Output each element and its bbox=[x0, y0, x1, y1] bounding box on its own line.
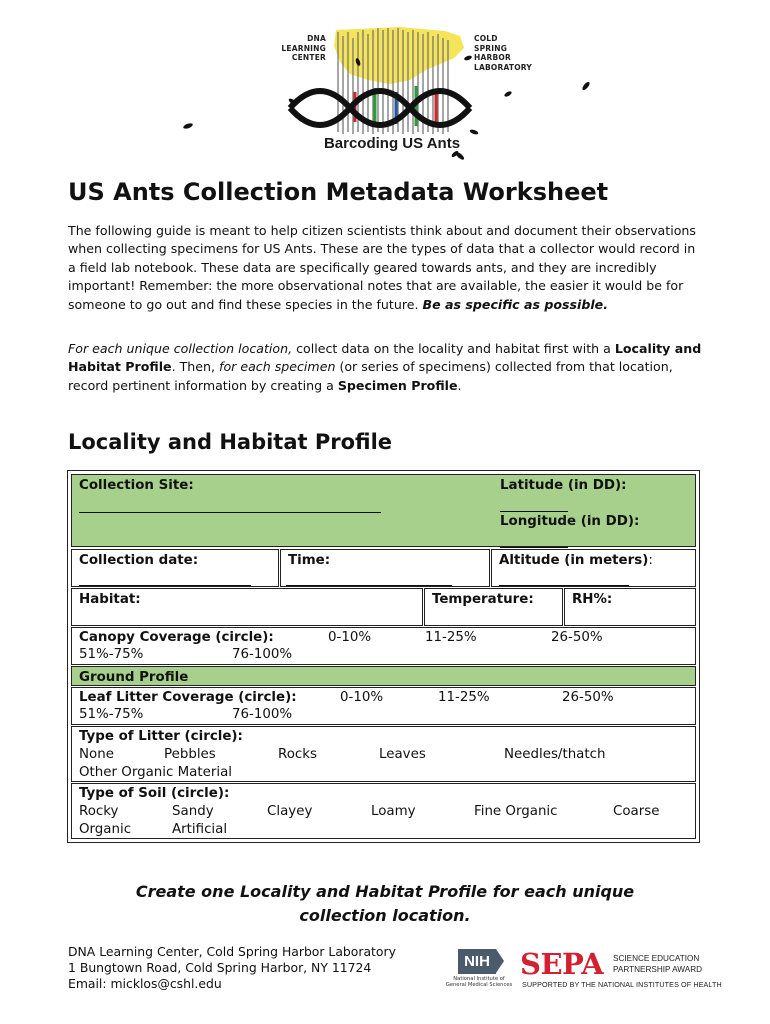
ant-icon bbox=[180, 120, 196, 132]
altitude-cell: Altitude (in meters): bbox=[491, 549, 696, 587]
sepa-award-text: SCIENCE EDUCATION PARTNERSHIP AWARD bbox=[613, 954, 703, 974]
leaf-option[interactable]: 11-25% bbox=[438, 690, 490, 705]
collection-site-row bbox=[71, 474, 696, 547]
litter-type-cell bbox=[71, 726, 696, 782]
canopy-option[interactable]: 76-100% bbox=[232, 647, 293, 662]
leaf-option[interactable]: 76-100% bbox=[232, 707, 293, 722]
leaf-litter-label: Leaf Litter Coverage (circle): bbox=[79, 690, 297, 705]
soil-type-label: Type of Soil (circle): bbox=[79, 786, 230, 801]
soil-option[interactable]: Sandy bbox=[172, 804, 214, 819]
soil-option[interactable]: Fine Organic bbox=[474, 804, 558, 819]
logo-caption: Barcoding US Ants bbox=[323, 135, 461, 152]
contact-address: DNA Learning Center, Cold Spring Harbor Laboratory 1 Bungtown Road, Cold Spring Harbor, NY 11724 Email: micklos@cshl.edu bbox=[68, 944, 396, 991]
temperature-cell[interactable] bbox=[424, 588, 563, 626]
soil-option[interactable]: Coarse bbox=[613, 804, 660, 819]
collection-date-cell bbox=[71, 549, 279, 587]
habitat-label: Habitat: bbox=[79, 592, 141, 607]
rh-cell[interactable] bbox=[564, 588, 696, 626]
soil-option[interactable]: Artificial bbox=[172, 822, 228, 837]
latitude-field[interactable] bbox=[500, 511, 568, 512]
litter-type-label: Type of Litter (circle): bbox=[79, 729, 243, 744]
barcoding-us-ants-logo bbox=[250, 22, 530, 162]
collection-site-field[interactable] bbox=[79, 512, 381, 513]
sepa-supported-text: SUPPORTED BY THE NATIONAL INSTITUTES OF HEALTH bbox=[522, 980, 722, 989]
soil-option[interactable]: Clayey bbox=[267, 804, 313, 819]
rh-label: RH%: bbox=[572, 592, 613, 607]
dna-learning-center-label: DNA LEARNING CENTER bbox=[281, 34, 326, 62]
litter-option[interactable]: Pebbles bbox=[164, 747, 216, 762]
altitude-label: Altitude (in meters) bbox=[499, 553, 649, 568]
latitude-label: Latitude (in DD): bbox=[500, 478, 627, 493]
instructions-paragraph: For each unique collection location, collect data on the locality and habitat first with a Locality and Habitat Profile. Then, for each specimen (or series of specimens) collected from that location, record pertinent information by creating a Specimen Profile. bbox=[68, 341, 702, 393]
nih-subtitle: National Institute of General Medical Sciences bbox=[445, 976, 513, 988]
collection-date-label: Collection date: bbox=[79, 553, 199, 568]
litter-option[interactable]: Rocks bbox=[278, 747, 317, 762]
soil-option[interactable]: Rocky bbox=[79, 804, 119, 819]
ground-profile-header: Ground Profile bbox=[71, 666, 696, 686]
ant-icon bbox=[578, 80, 594, 92]
canopy-option[interactable]: 0-10% bbox=[328, 630, 372, 645]
leaf-litter-cell bbox=[71, 687, 696, 725]
litter-option[interactable]: None bbox=[79, 747, 114, 762]
locality-habitat-form bbox=[67, 470, 700, 843]
time-cell bbox=[280, 549, 490, 587]
canopy-option[interactable]: 26-50% bbox=[551, 630, 603, 645]
time-field[interactable] bbox=[286, 585, 452, 586]
canopy-coverage-label: Canopy Coverage (circle): bbox=[79, 630, 274, 645]
litter-option[interactable]: Other Organic Material bbox=[79, 765, 233, 780]
temperature-label: Temperature: bbox=[432, 592, 534, 607]
longitude-field[interactable] bbox=[500, 547, 568, 548]
leaf-option[interactable]: 0-10% bbox=[340, 690, 384, 705]
altitude-field[interactable] bbox=[499, 585, 629, 586]
closing-note: Create one Locality and Habitat Profile for each unique collection location. bbox=[135, 882, 635, 925]
cold-spring-harbor-label: COLD SPRING HARBOR LABORATORY bbox=[474, 34, 532, 72]
intro-paragraph: The following guide is meant to help citizen scientists think about and document their observations when collecting specimens for US Ants. These are the types of data that a collector would record in a field lab notebook. These data are specifically geared towards ants, and they are incredibly important! Remember: the more observational notes that are available, the easier it would be for someone to go out and find these species in the future. Be as specific as possible. bbox=[68, 223, 696, 312]
canopy-coverage-cell bbox=[71, 627, 696, 665]
soil-option[interactable]: Loamy bbox=[371, 804, 416, 819]
email-text: Email: micklos@cshl.edu bbox=[68, 976, 222, 991]
longitude-label: Longitude (in DD): bbox=[500, 514, 640, 529]
ant-icon bbox=[452, 150, 468, 162]
page-title: US Ants Collection Metadata Worksheet bbox=[68, 178, 609, 206]
intro-emphasis: Be as specific as possible. bbox=[422, 296, 608, 312]
litter-option[interactable]: Needles/thatch bbox=[504, 747, 606, 762]
collection-site-label: Collection Site: bbox=[79, 478, 194, 493]
leaf-option[interactable]: 51%-75% bbox=[79, 707, 144, 722]
collection-date-field[interactable] bbox=[79, 585, 251, 586]
soil-type-cell bbox=[71, 783, 696, 839]
leaf-option[interactable]: 26-50% bbox=[562, 690, 614, 705]
sepa-wordmark: SEPA bbox=[520, 947, 604, 981]
soil-option[interactable]: Organic bbox=[79, 822, 132, 837]
nih-mark: NIH bbox=[458, 949, 496, 974]
litter-option[interactable]: Leaves bbox=[379, 747, 426, 762]
sepa-logo bbox=[520, 947, 722, 992]
nih-logo bbox=[444, 946, 514, 992]
canopy-option[interactable]: 11-25% bbox=[425, 630, 477, 645]
time-label: Time: bbox=[288, 553, 331, 568]
canopy-option[interactable]: 51%-75% bbox=[79, 647, 144, 662]
section-title: Locality and Habitat Profile bbox=[68, 430, 393, 454]
habitat-cell[interactable] bbox=[71, 588, 423, 626]
